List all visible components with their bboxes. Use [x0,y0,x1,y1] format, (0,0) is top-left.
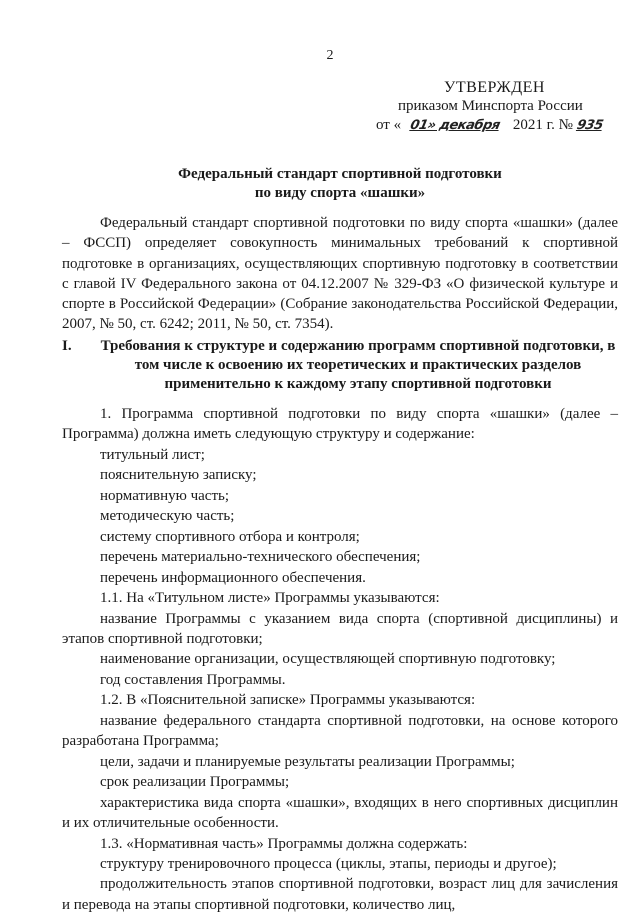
list-item: продолжительность этапов спортивной подготовки, возраст лиц для зачисления и перевода на этапы спортивной подготовки, количество лиц, [62,876,618,913]
list-item: систему спортивного отбора и контроля; [100,528,360,545]
approval-heading: УТВЕРЖДЕН [444,79,545,96]
document-title [60,165,620,203]
section-heading [62,337,618,394]
list-item: перечень информационного обеспечения. [100,569,366,586]
list-item: год составления Программы. [100,671,286,688]
title-line-1: Федеральный стандарт спортивной подготовки [178,166,502,182]
handwritten-date: 01» декабря [408,118,502,133]
approval-prefix: от « [376,117,402,133]
list-item: перечень материально-технического обеспечения; [100,549,421,566]
list-item: титульный лист; [100,446,205,463]
approval-date-line [370,116,620,135]
list-item: название Программы с указанием вида спорта (спортивной дисциплины) и этапов спортивной подготовки; [62,610,618,647]
handwritten-number: 935 [575,118,604,133]
paragraph: 1.1. На «Титульном листе» Программы указываются: [100,590,440,607]
page-number: 2 [326,48,334,63]
title-line-2: по виду спорта «шашки» [254,185,426,201]
approval-stamp [370,78,620,135]
approval-order: приказом Минспорта России [398,98,583,114]
paragraph: 1.2. В «Пояснительной записке» Программы указываются: [100,692,476,709]
list-item: методическую часть; [100,508,235,525]
intro-paragraph: Федеральный стандарт спортивной подготовки по виду спорта «шашки» (далее – ФССП) определяет совокупность минимальных требований к спортивной подготовке в организациях, осуществляющих спортивную подготовку в соответствии с главой IV Федерального закона от 04.12.2007 № 329-ФЗ «О физической культуре и спорте в Российской Федерации» (Собрание законодательства Российской Федерации, 2007, № 50, ст. 6242; 2011, № 50, ст. 7354). [62,215,618,333]
paragraph: 1.3. «Нормативная часть» Программы должна содержать: [100,835,468,852]
list-item: название федерального стандарта спортивной подготовки, на основе которого разработана Программа; [62,712,618,750]
list-item: цели, задачи и планируемые результаты реализации Программы; [100,753,515,770]
list-item: наименование организации, осуществляющей спортивную подготовку; [100,651,556,668]
list-item: структуру тренировочного процесса (циклы, этапы, периоды и другое); [100,855,557,872]
list-item: характеристика вида спорта «шашки», входящих в него спортивных дисциплин и их отличительные особенности. [62,794,618,832]
section-number: I. [62,338,72,354]
approval-year: 2021 г. № [509,117,577,133]
document-body [62,404,618,915]
list-item: срок реализации Программы; [100,774,290,791]
paragraph: 1. Программа спортивной подготовки по виду спорта «шашки» (далее – Программа) должна иметь следующую структуру и содержание: [62,406,618,443]
list-item: нормативную часть; [100,487,230,504]
list-item: пояснительную записку; [100,467,257,484]
section-title: Требования к структуре и содержанию программ спортивной подготовки, в том числе к освоению их теоретических и практических разделов применительно к каждому этапу спортивной подготовки [100,338,616,392]
